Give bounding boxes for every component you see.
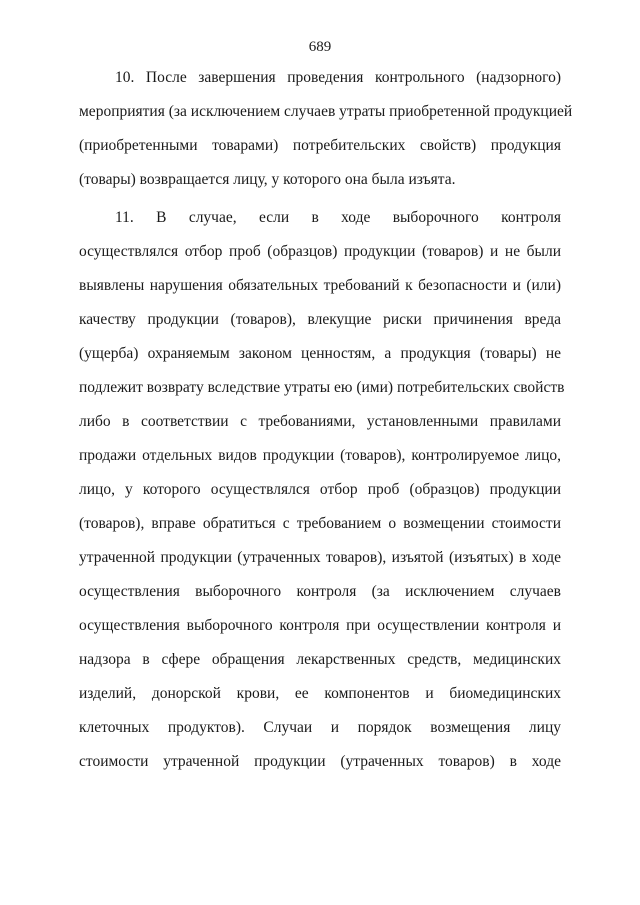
paragraph-line: (приобретенными товарами) потребительских свойств) продукция — [79, 137, 561, 154]
paragraph-line: подлежит возврату вследствие утраты ею (ими) потребительских свойств — [79, 379, 565, 396]
paragraph-line: (товары) возвращается лицу, у которого она была изъята. — [79, 171, 456, 188]
paragraph-line: качеству продукции (товаров), влекущие риски причинения вреда — [79, 311, 561, 328]
paragraph-line: выявлены нарушения обязательных требований к безопасности и (или) — [79, 277, 561, 294]
paragraph-line: стоимости утраченной продукции (утраченных товаров) в ходе — [79, 753, 561, 770]
paragraph-line: клеточных продуктов). Случаи и порядок возмещения лицу — [79, 719, 561, 736]
paragraph-line: 10. После завершения проведения контрольного (надзорного) — [115, 69, 561, 86]
paragraph-line: изделий, донорской крови, ее компонентов и биомедицинских — [79, 685, 561, 702]
paragraph-line: осуществлялся отбор проб (образцов) продукции (товаров) и не были — [79, 243, 561, 260]
paragraph-line: надзора в сфере обращения лекарственных средств, медицинских — [79, 651, 561, 668]
paragraph-line: осуществления выборочного контроля (за исключением случаев — [79, 583, 561, 600]
paragraph-line: утраченной продукции (утраченных товаров), изъятой (изъятых) в ходе — [79, 549, 561, 566]
page-number: 689 — [308, 39, 332, 55]
paragraph-line: либо в соответствии с требованиями, установленными правилами — [79, 413, 561, 430]
paragraph-line: продажи отдельных видов продукции (товаров), контролируемое лицо, — [79, 447, 561, 464]
paragraph-line: лицо, у которого осуществлялся отбор проб (образцов) продукции — [79, 481, 561, 498]
paragraph-line: (ущерба) охраняемым законом ценностям, а продукция (товары) не — [79, 345, 561, 362]
paragraph-line: (товаров), вправе обратиться с требованием о возмещении стоимости — [79, 515, 561, 532]
paragraph-line: 11. В случае, если в ходе выборочного контроля — [115, 209, 561, 226]
paragraph-line: осуществления выборочного контроля при осуществлении контроля и — [79, 617, 561, 634]
paragraph-10 — [79, 68, 573, 204]
paragraph-11 — [79, 208, 565, 786]
paragraph-line: мероприятия (за исключением случаев утраты приобретенной продукцией — [79, 103, 573, 120]
